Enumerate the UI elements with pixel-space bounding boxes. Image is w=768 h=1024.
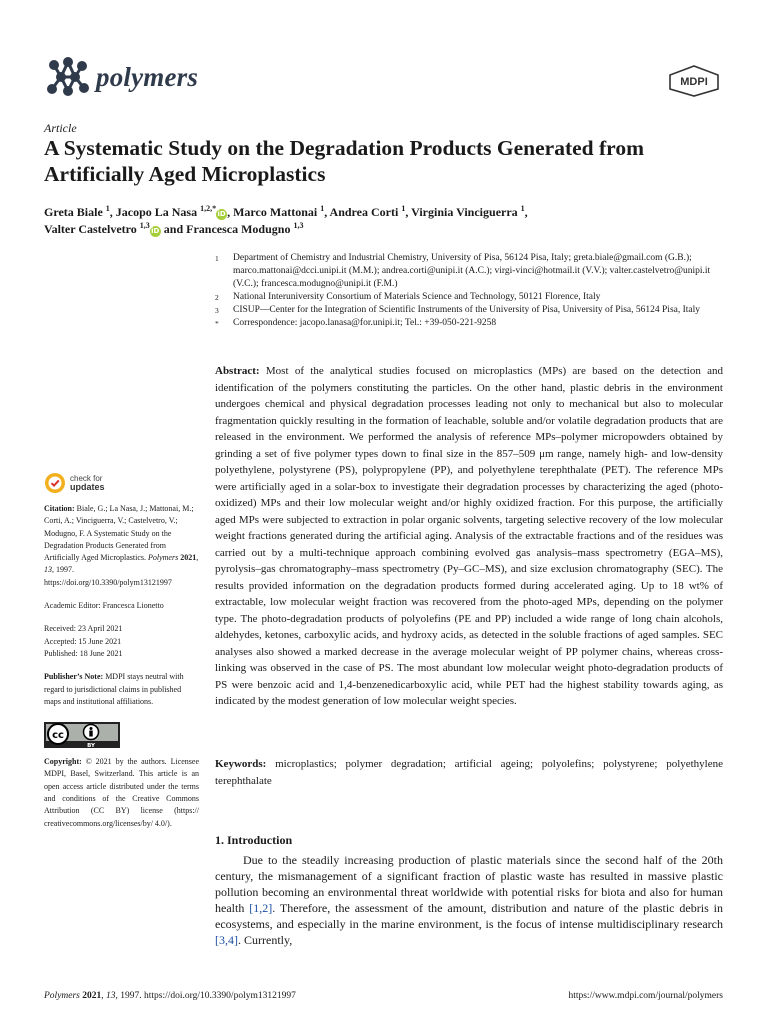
author-name[interactable]: Jacopo La Nasa — [115, 205, 198, 219]
article-title: A Systematic Study on the Degradation Products Generated from Artificially Aged Microplastics — [44, 136, 644, 186]
publisher-note-text: MDPI stays neutral with regard to jurisdictional claims in published maps and institutional affiliations. — [44, 672, 184, 706]
author-affiliation-mark: 1,2,* — [200, 204, 217, 213]
author-affiliation-mark: 1,3 — [139, 221, 150, 230]
footer-journal: Polymers — [44, 991, 80, 1001]
author-separator: , — [324, 205, 330, 219]
svg-text:cc: cc — [52, 730, 64, 742]
accepted-date: Accepted: 15 June 2021 — [44, 636, 122, 646]
affiliation-text: National Interuniversity Consortium of Materials Science and Technology, 50121 Florence, Italy — [233, 292, 601, 302]
abstract-label: Abstract: — [215, 365, 260, 377]
citation-volume: 13 — [44, 565, 52, 575]
author-list — [44, 204, 734, 238]
footer-doi[interactable]: , 1997. https://doi.org/10.3390/polym13121997 — [115, 991, 296, 1001]
author-name[interactable]: Greta Biale — [44, 205, 103, 219]
intro-text-1: Due to the steadily increasing production of plastic materials since the second half of the 20th century, the mismanagement of a significant fraction of plastic waste has resulted in massive plastic pollution becoming an environmental threat worldwide with potential risks for biota and also for human health — [215, 853, 723, 915]
citation-doi[interactable]: , 1997. https://doi.org/10.3390/polym13121997 — [44, 565, 172, 587]
author-name[interactable]: Marco Mattonai — [233, 205, 318, 219]
intro-text-2: . Therefore, the assessment of the amount, distribution and nature of the plastic debris in ecosystems, and especially in the marine environment, is the focus of intense multidisciplinary research — [215, 901, 723, 931]
orcid-icon[interactable]: iD — [217, 210, 226, 218]
reference-link[interactable]: [3,4] — [215, 933, 238, 947]
copyright-text: © 2021 by the authors. Licensee MDPI, Basel, Switzerland. This article is an open access article distributed under the terms and conditions of the Creative Commons Attribution (CC BY) license (https:// creativecommons.org/licenses/by/ 4.0/). — [44, 757, 200, 828]
published-date: Published: 18 June 2021 — [44, 648, 123, 658]
author-separator: , — [524, 205, 528, 219]
author-affiliation-mark: 1 — [105, 204, 110, 213]
journal-logo[interactable] — [44, 55, 198, 99]
author-separator: , — [405, 205, 412, 219]
affiliation-item — [215, 317, 735, 330]
keywords — [215, 756, 723, 789]
author-affiliation-mark: 1,3 — [293, 221, 304, 230]
footer-year: 2021 — [82, 991, 102, 1001]
check-updates-line2: updates — [70, 482, 105, 492]
citation: Citation: Biale, G.; La Nasa, J.; Mattonai, M.; Corti, A.; Vinciguerra, V.; Castelvetro, V.; Modugno, F. A Systematic Study on the Degradation Products Generated from Artificially Aged Microplastics. Polymers 2021, 13, 1997. https://doi.org/10.3390/polym13121997 — [44, 504, 199, 587]
affiliation-mark: 3 — [215, 306, 219, 315]
publisher-note — [44, 671, 199, 708]
author-separator: , — [227, 205, 234, 219]
abstract-text: Most of the analytical studies focused on microplastics (MPs) are based on the detection and identification of the polymers constituting the particles. On the other hand, plastic debris in the environment undergoes chemical and physical degradation processes leading not only to mechanical but also to molecular fragmentation quickly resulting in the formation of leachable, soluble and/or volatile degradation products that are released in the environment. We performed the analysis of reference MPs–polymer micropowders obtained by grinding a set of five polymer types down to final size in the 857–509 μm range, namely high- and low-density polyethylene, polystyrene (PS), polypropylene (PP), and polyethylene terephthalate (PET). The reference MPs were artificially aged in a solar-box to investigate their degradation processes by characterizing the aged (photo-oxidized) MPs and their low molecular weight and/or highly oxidized fraction. For this purpose, the artificially aged MPs were subjected to extraction in polar organic solvents, targeting selective recovery of the low molecular weight fractions generated during the artificial aging. Analysis of the extractable fractions and of the residues was carried out by a multi-technique approach combining evolved gas analysis–mass spectrometry (EGA–MS), pyrolysis–gas chromatography–mass spectrometry (Py–GC–MS), and size exclusion chromatography (SEC). The results provided information on the degradation products formed during accelerated aging. Up to 18 wt% of extractable, low molecular weight fraction was recovered from the photo-aged MPs, depending on the polymer type. The photo-degradation products of polyolefins (PE and PP) included a wide range of long chain alcohols, aldehydes, ketones, carboxylic acids, and hydroxy acids, as detected in the soluble fractions of aged samples. SEC analyses also showed a marked decrease in the average molecular weight of PP polymer chains, whereas cross-linking was observed in the case of PS. The most abundant low molecular weight photo-degradation products of PS were benzoic acid and 1,4-benzenedicarboxylic acid, while PET had the highest stability towards aging, as indicated by the modest generation of low molecular weight species. — [215, 365, 723, 707]
polymers-logo-icon — [44, 55, 92, 99]
publisher-note-label: Publisher’s Note: — [44, 672, 104, 682]
orcid-icon[interactable]: iD — [151, 227, 160, 235]
author-affiliation-mark: 1 — [520, 204, 525, 213]
received-date: Received: 23 April 2021 — [44, 624, 123, 634]
article-type: Article — [44, 121, 77, 135]
cc-by-license-icon[interactable] — [44, 722, 120, 748]
copyright-label: Copyright: — [44, 757, 82, 767]
affiliation-mark: 2 — [215, 293, 219, 302]
mdpi-logo-icon[interactable] — [666, 64, 722, 98]
keywords-text: microplastics; polymer degradation; artificial ageing; polyolefins; polystyrene; polyethylene terephthalate — [215, 758, 724, 787]
affiliation-text: CISUP—Center for the Integration of Scientific Instruments of the University of Pisa, University of Pisa, 56124 Pisa, Italy — [233, 305, 701, 315]
author-separator: and — [160, 222, 187, 236]
author-name[interactable]: Andrea Corti — [329, 205, 399, 219]
section-heading-introduction: 1. Introduction — [215, 833, 293, 847]
affiliation-text: Department of Chemistry and Industrial Chemistry, University of Pisa, 56124 Pisa, Italy; greta.biale@gmail.com (G.B.); marco.mattonai@dcci.unipi.it (M.M.); andrea.corti@unipi.it (A.C.); virgi-vinci@hotmail.it (V.V.); valter.castelvetro@unipi.it (V.C.); francesca.modugno@unipi.it (F.M.) — [233, 253, 711, 289]
copyright — [44, 756, 199, 830]
citation-journal: Polymers — [147, 553, 179, 563]
abstract — [215, 363, 723, 710]
author-name[interactable]: Francesca Modugno — [186, 222, 291, 236]
author-affiliation-mark: 1 — [401, 204, 406, 213]
academic-editor: Academic Editor: Francesca Lionetto — [44, 601, 164, 611]
affiliation-mark: * — [215, 319, 219, 328]
affiliation-item — [215, 291, 735, 304]
sidebar — [44, 503, 199, 830]
intro-text-3: . Currently, — [238, 933, 293, 947]
author-name[interactable]: Valter Castelvetro — [44, 222, 137, 236]
footer-volume: 13 — [106, 991, 116, 1001]
author-separator: , — [109, 205, 116, 219]
author-affiliation-mark: 1 — [320, 204, 325, 213]
affiliation-item — [215, 304, 735, 317]
citation-year: 2021 — [180, 553, 197, 563]
citation-text: Biale, G.; La Nasa, J.; Mattonai, M.; Corti, A.; Vinciguerra, V.; Castelvetro, V.; Modugno, F. A Systematic Study on the Degradation Products Generated from Artificially Aged Microplastics. — [44, 504, 194, 563]
cc-by-label: BY — [87, 743, 95, 749]
introduction-paragraph — [215, 852, 723, 948]
affiliation-item — [215, 252, 735, 291]
footer-journal-url[interactable]: https://www.mdpi.com/journal/polymers — [568, 991, 723, 1001]
keywords-label: Keywords: — [215, 758, 267, 770]
reference-link[interactable]: [1,2] — [249, 901, 273, 915]
affiliations — [215, 252, 735, 330]
citation-label: Citation: — [44, 504, 75, 513]
check-updates-line1: check for — [70, 474, 103, 483]
affiliation-text: Correspondence: jacopo.lanasa@for.unipi.it; Tel.: +39-050-221-9258 — [233, 318, 497, 328]
footer-citation: Polymers 2021, 13, 1997. https://doi.org/10.3390/polym13121997 — [44, 991, 296, 1001]
check-for-updates-button[interactable] — [44, 472, 105, 494]
check-updates-icon — [44, 472, 66, 494]
publisher-name: MDPI — [680, 76, 708, 88]
affiliation-mark: 1 — [215, 254, 219, 263]
author-name[interactable]: Virginia Vinciguerra — [411, 205, 518, 219]
journal-name: polymers — [96, 61, 199, 92]
